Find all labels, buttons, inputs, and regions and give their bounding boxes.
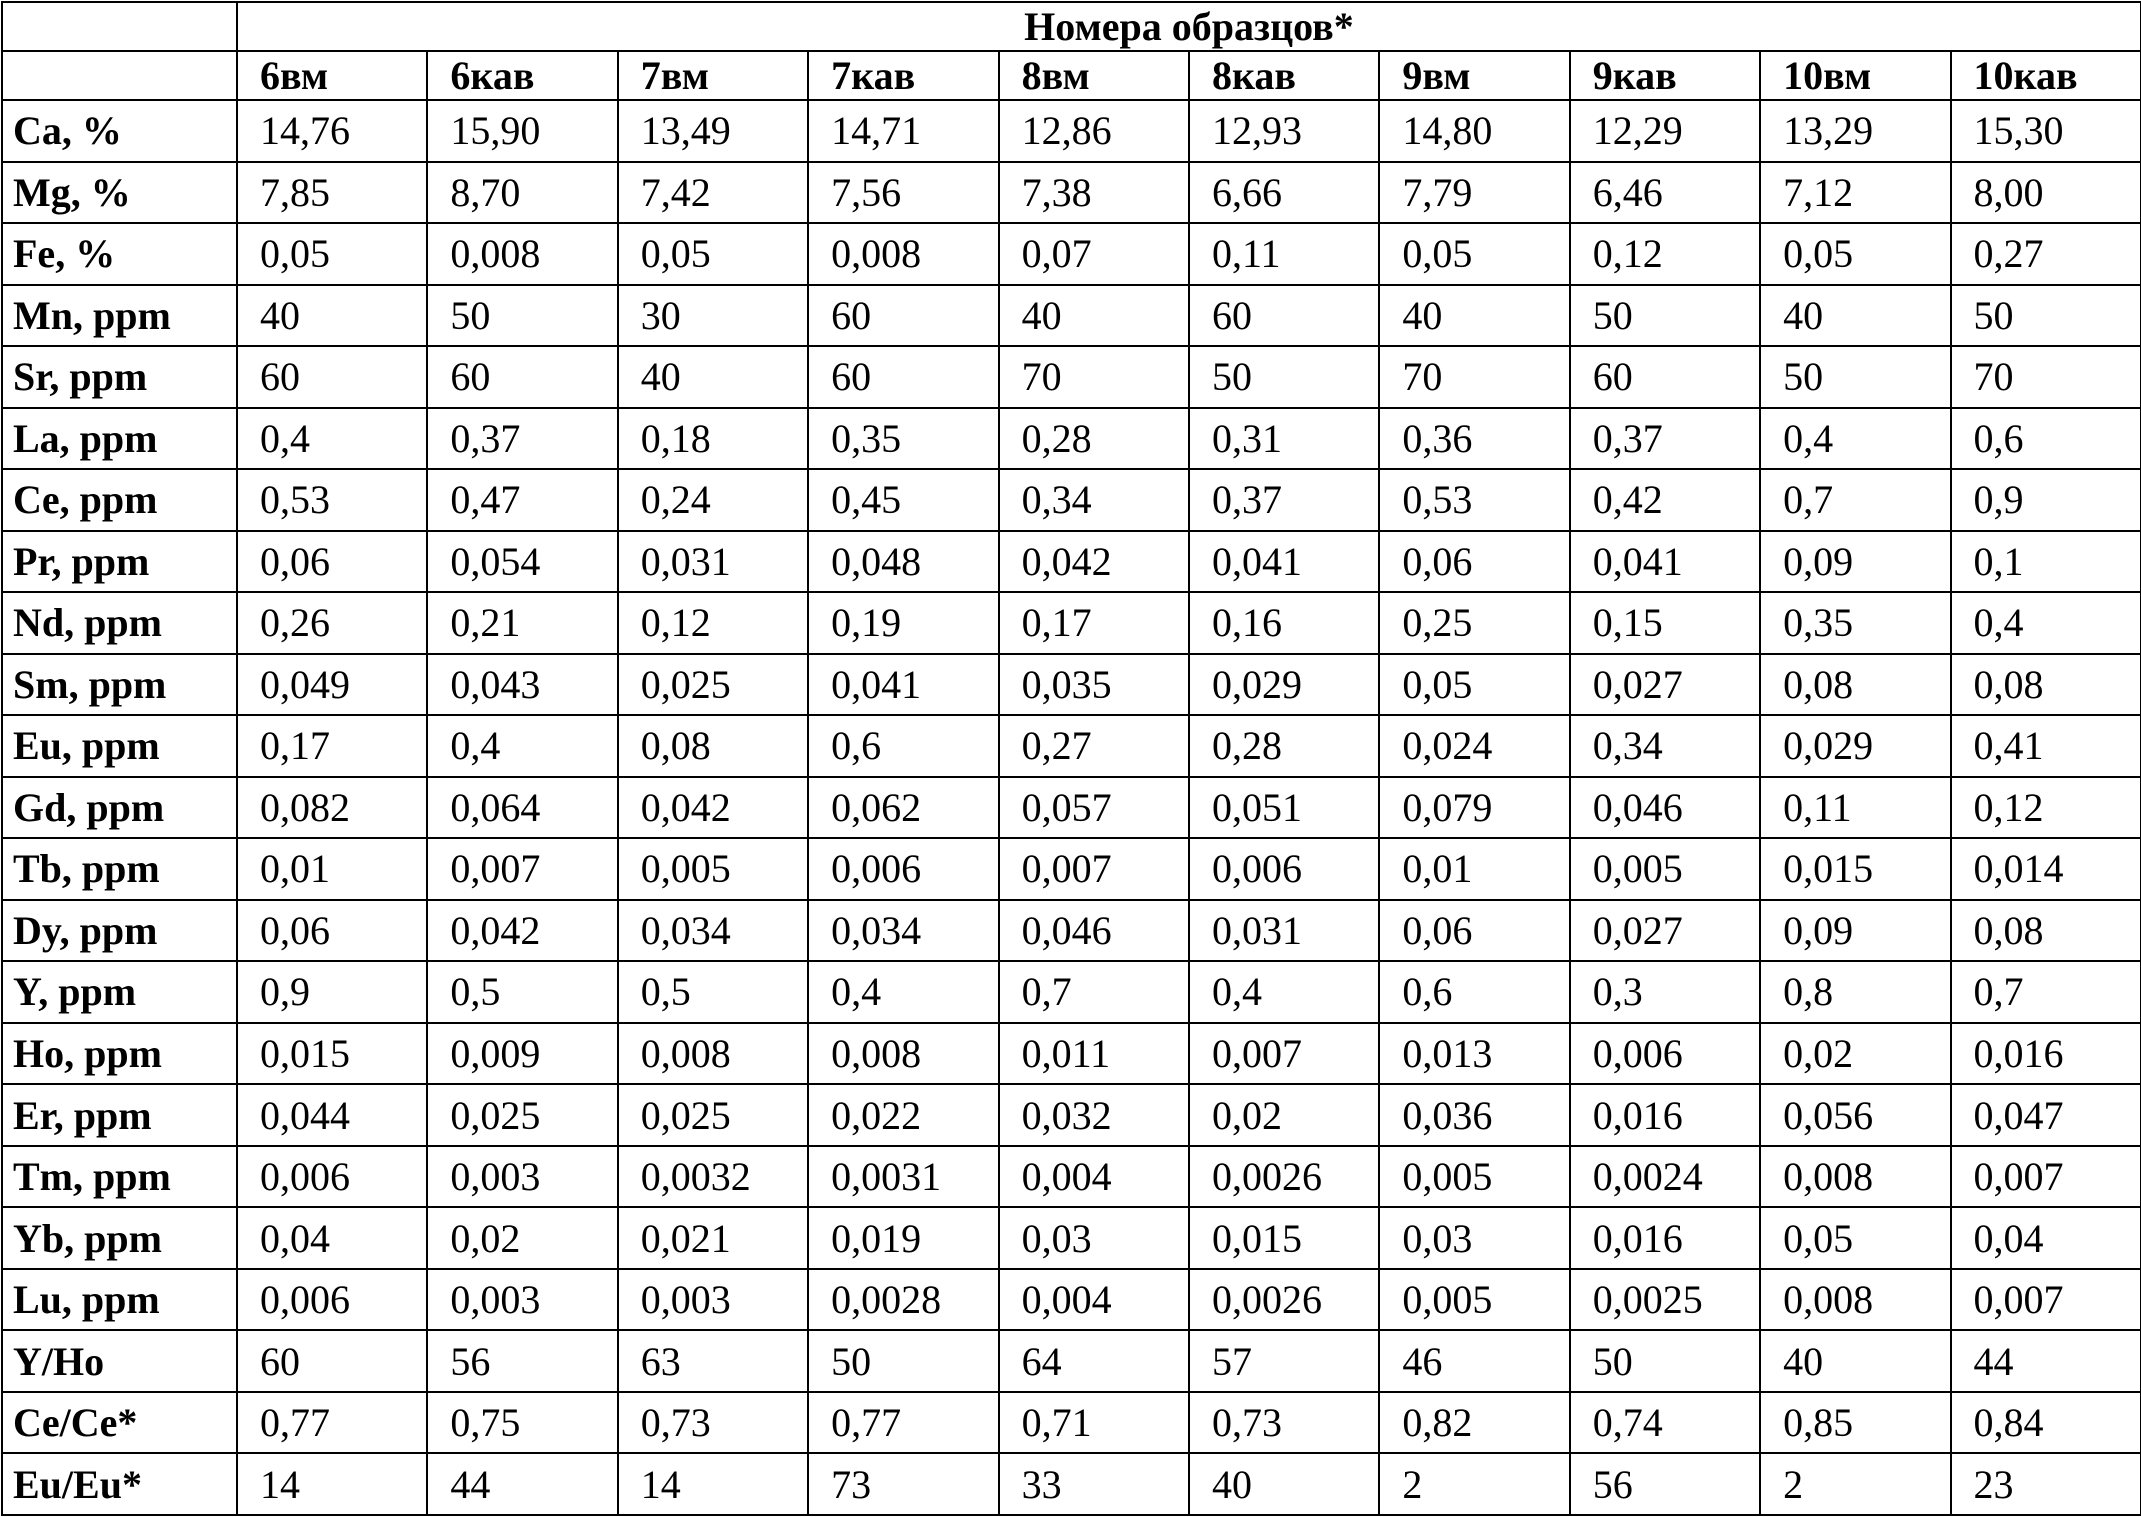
- table-cell: 56: [1570, 1453, 1760, 1515]
- table-cell: 0,025: [618, 654, 808, 716]
- table-cell: 40: [618, 346, 808, 408]
- table-cell: 70: [1379, 346, 1569, 408]
- table-cell: 15,30: [1951, 100, 2141, 162]
- table-cell: 60: [808, 346, 998, 408]
- table-cell: 0,0028: [808, 1269, 998, 1331]
- table-cell: 0,034: [808, 900, 998, 962]
- table-row: [2, 654, 2141, 716]
- table-cell: 0,09: [1760, 900, 1950, 962]
- table-cell: 64: [999, 1330, 1189, 1392]
- group-header-row: [2, 2, 2141, 51]
- table-cell: 14,76: [237, 100, 427, 162]
- table-cell: 0,42: [1570, 469, 1760, 531]
- table-cell: 0,006: [237, 1146, 427, 1208]
- table-cell: 0,85: [1760, 1392, 1950, 1454]
- table-cell: 0,062: [808, 777, 998, 839]
- table-cell: 0,07: [999, 223, 1189, 285]
- table-cell: 12,93: [1189, 100, 1379, 162]
- table-cell: 60: [1570, 346, 1760, 408]
- table-cell: 0,008: [1760, 1146, 1950, 1208]
- table-cell: 0,19: [808, 592, 998, 654]
- table-row: [2, 408, 2141, 470]
- table-cell: 0,041: [808, 654, 998, 716]
- table-cell: 0,4: [1760, 408, 1950, 470]
- table-cell: 0,27: [999, 715, 1189, 777]
- row-label: Sm, ppm: [2, 654, 237, 716]
- table-cell: 57: [1189, 1330, 1379, 1392]
- table-cell: 0,0026: [1189, 1269, 1379, 1331]
- table-cell: 0,37: [1570, 408, 1760, 470]
- table-cell: 0,34: [1570, 715, 1760, 777]
- row-label: Mg, %: [2, 162, 237, 224]
- table-cell: 0,015: [1189, 1207, 1379, 1269]
- table-cell: 0,9: [1951, 469, 2141, 531]
- table-cell: 0,06: [1379, 531, 1569, 593]
- table-cell: 0,75: [427, 1392, 617, 1454]
- table-cell: 0,041: [1570, 531, 1760, 593]
- table-cell: 0,04: [1951, 1207, 2141, 1269]
- table-row: [2, 469, 2141, 531]
- table-cell: 0,006: [1189, 838, 1379, 900]
- table-cell: 0,007: [1189, 1023, 1379, 1085]
- table-cell: 0,7: [1760, 469, 1950, 531]
- table-cell: 0,74: [1570, 1392, 1760, 1454]
- row-label: Yb, ppm: [2, 1207, 237, 1269]
- table-cell: 0,06: [237, 531, 427, 593]
- table-cell: 0,11: [1189, 223, 1379, 285]
- table-cell: 0,003: [427, 1269, 617, 1331]
- table-cell: 40: [1760, 1330, 1950, 1392]
- table-cell: 0,042: [427, 900, 617, 962]
- table-cell: 0,77: [237, 1392, 427, 1454]
- column-header: 7кав: [808, 51, 998, 100]
- row-label: Ce/Ce*: [2, 1392, 237, 1454]
- table-cell: 0,047: [1951, 1084, 2141, 1146]
- table-cell: 0,26: [237, 592, 427, 654]
- table-cell: 0,013: [1379, 1023, 1569, 1085]
- table-cell: 60: [808, 285, 998, 347]
- row-label: Sr, ppm: [2, 346, 237, 408]
- table-row: [2, 1269, 2141, 1331]
- table-cell: 50: [427, 285, 617, 347]
- table-cell: 0,046: [999, 900, 1189, 962]
- table-cell: 0,032: [999, 1084, 1189, 1146]
- table-cell: 0,7: [999, 961, 1189, 1023]
- table-cell: 0,4: [1189, 961, 1379, 1023]
- table-cell: 8,00: [1951, 162, 2141, 224]
- table-cell: 0,042: [999, 531, 1189, 593]
- row-label: Ho, ppm: [2, 1023, 237, 1085]
- table-cell: 0,008: [618, 1023, 808, 1085]
- table-cell: 44: [427, 1453, 617, 1515]
- table-cell: 0,019: [808, 1207, 998, 1269]
- row-label: Y, ppm: [2, 961, 237, 1023]
- row-label: Mn, ppm: [2, 285, 237, 347]
- table-row: [2, 1392, 2141, 1454]
- table-cell: 60: [237, 1330, 427, 1392]
- table-cell: 0,34: [999, 469, 1189, 531]
- table-cell: 13,29: [1760, 100, 1950, 162]
- table-cell: 0,03: [1379, 1207, 1569, 1269]
- table-row: [2, 531, 2141, 593]
- table-cell: 0,05: [1379, 223, 1569, 285]
- table-cell: 56: [427, 1330, 617, 1392]
- table-cell: 0,064: [427, 777, 617, 839]
- table-cell: 0,0025: [1570, 1269, 1760, 1331]
- table-cell: 0,08: [1760, 654, 1950, 716]
- table-cell: 0,6: [1379, 961, 1569, 1023]
- table-cell: 50: [1951, 285, 2141, 347]
- table-row: [2, 1207, 2141, 1269]
- row-label: Lu, ppm: [2, 1269, 237, 1331]
- table-cell: 0,008: [808, 223, 998, 285]
- table-cell: 40: [237, 285, 427, 347]
- column-header-row: [2, 51, 2141, 100]
- table-cell: 0,04: [237, 1207, 427, 1269]
- table-cell: 0,73: [618, 1392, 808, 1454]
- table-cell: 0,84: [1951, 1392, 2141, 1454]
- table-cell: 46: [1379, 1330, 1569, 1392]
- table-cell: 50: [808, 1330, 998, 1392]
- column-header: 9кав: [1570, 51, 1760, 100]
- table-cell: 0,009: [427, 1023, 617, 1085]
- table-cell: 0,048: [808, 531, 998, 593]
- table-cell: 2: [1760, 1453, 1950, 1515]
- column-header: 10кав: [1951, 51, 2141, 100]
- table-cell: 0,082: [237, 777, 427, 839]
- table-cell: 6,46: [1570, 162, 1760, 224]
- table-cell: 0,041: [1189, 531, 1379, 593]
- table-cell: 60: [237, 346, 427, 408]
- table-cell: 0,004: [999, 1269, 1189, 1331]
- table-cell: 40: [999, 285, 1189, 347]
- table-row: [2, 1330, 2141, 1392]
- table-cell: 70: [1951, 346, 2141, 408]
- table-cell: 7,85: [237, 162, 427, 224]
- table-cell: 0,71: [999, 1392, 1189, 1454]
- table-cell: 33: [999, 1453, 1189, 1515]
- table-row: [2, 285, 2141, 347]
- table-row: [2, 1146, 2141, 1208]
- table-cell: 0,025: [427, 1084, 617, 1146]
- table-row: [2, 162, 2141, 224]
- table-cell: 0,08: [1951, 900, 2141, 962]
- table-cell: 6,66: [1189, 162, 1379, 224]
- table-cell: 0,35: [1760, 592, 1950, 654]
- table-cell: 0,016: [1570, 1207, 1760, 1269]
- corner-cell: [2, 2, 237, 51]
- table-cell: 23: [1951, 1453, 2141, 1515]
- table-cell: 0,044: [237, 1084, 427, 1146]
- table-cell: 0,17: [237, 715, 427, 777]
- table-cell: 0,05: [237, 223, 427, 285]
- column-header: 6вм: [237, 51, 427, 100]
- row-label: Dy, ppm: [2, 900, 237, 962]
- table-cell: 0,011: [999, 1023, 1189, 1085]
- table-cell: 0,7: [1951, 961, 2141, 1023]
- table-cell: 0,53: [1379, 469, 1569, 531]
- table-cell: 0,02: [1760, 1023, 1950, 1085]
- table-cell: 0,37: [1189, 469, 1379, 531]
- table-cell: 0,3: [1570, 961, 1760, 1023]
- table-row: [2, 838, 2141, 900]
- table-cell: 73: [808, 1453, 998, 1515]
- table-row: [2, 777, 2141, 839]
- row-label: Ca, %: [2, 100, 237, 162]
- corner-cell: [2, 51, 237, 100]
- table-cell: 0,0032: [618, 1146, 808, 1208]
- table-cell: 0,36: [1379, 408, 1569, 470]
- table-cell: 0,042: [618, 777, 808, 839]
- table-cell: 0,015: [1760, 838, 1950, 900]
- table-cell: 0,049: [237, 654, 427, 716]
- table-cell: 0,4: [808, 961, 998, 1023]
- table-cell: 40: [1760, 285, 1950, 347]
- table-cell: 0,37: [427, 408, 617, 470]
- table-cell: 0,9: [237, 961, 427, 1023]
- samples-table: [1, 1, 2141, 1516]
- table-cell: 0,05: [618, 223, 808, 285]
- table-cell: 0,12: [618, 592, 808, 654]
- table-cell: 44: [1951, 1330, 2141, 1392]
- row-label: Ce, ppm: [2, 469, 237, 531]
- table-cell: 7,42: [618, 162, 808, 224]
- table-cell: 0,007: [1951, 1146, 2141, 1208]
- table-cell: 0,005: [1379, 1269, 1569, 1331]
- table-cell: 0,35: [808, 408, 998, 470]
- table-cell: 14: [237, 1453, 427, 1515]
- table-cell: 8,70: [427, 162, 617, 224]
- table-cell: 0,029: [1189, 654, 1379, 716]
- table-cell: 0,28: [999, 408, 1189, 470]
- row-label: Fe, %: [2, 223, 237, 285]
- table-cell: 40: [1379, 285, 1569, 347]
- row-label: Pr, ppm: [2, 531, 237, 593]
- table-cell: 0,15: [1570, 592, 1760, 654]
- table-cell: 13,49: [618, 100, 808, 162]
- table-row: [2, 715, 2141, 777]
- table-cell: 0,02: [1189, 1084, 1379, 1146]
- table-cell: 0,005: [618, 838, 808, 900]
- table-cell: 0,035: [999, 654, 1189, 716]
- table-row: [2, 592, 2141, 654]
- table-cell: 0,0024: [1570, 1146, 1760, 1208]
- column-header: 7вм: [618, 51, 808, 100]
- table-cell: 70: [999, 346, 1189, 408]
- table-cell: 0,003: [618, 1269, 808, 1331]
- table-cell: 0,27: [1951, 223, 2141, 285]
- table-cell: 0,12: [1570, 223, 1760, 285]
- table-cell: 0,11: [1760, 777, 1950, 839]
- table-cell: 0,08: [1951, 654, 2141, 716]
- table-row: [2, 1084, 2141, 1146]
- table-cell: 0,5: [427, 961, 617, 1023]
- row-label: Tb, ppm: [2, 838, 237, 900]
- table-cell: 0,008: [427, 223, 617, 285]
- table-cell: 0,8: [1760, 961, 1950, 1023]
- table-cell: 14: [618, 1453, 808, 1515]
- table-cell: 0,77: [808, 1392, 998, 1454]
- table-cell: 50: [1570, 285, 1760, 347]
- table-cell: 0,1: [1951, 531, 2141, 593]
- table-cell: 0,007: [999, 838, 1189, 900]
- table-cell: 0,17: [999, 592, 1189, 654]
- table-cell: 0,82: [1379, 1392, 1569, 1454]
- table-cell: 0,4: [427, 715, 617, 777]
- table-cell: 0,05: [1760, 1207, 1950, 1269]
- table-cell: 0,051: [1189, 777, 1379, 839]
- table-cell: 0,031: [618, 531, 808, 593]
- table-cell: 15,90: [427, 100, 617, 162]
- table-cell: 63: [618, 1330, 808, 1392]
- table-cell: 0,02: [427, 1207, 617, 1269]
- table-cell: 0,024: [1379, 715, 1569, 777]
- row-label: La, ppm: [2, 408, 237, 470]
- table-cell: 7,38: [999, 162, 1189, 224]
- table-cell: 0,006: [237, 1269, 427, 1331]
- table-cell: 14,80: [1379, 100, 1569, 162]
- table-cell: 0,007: [427, 838, 617, 900]
- table-cell: 0,005: [1379, 1146, 1569, 1208]
- table-row: [2, 1023, 2141, 1085]
- row-label: Eu, ppm: [2, 715, 237, 777]
- table-cell: 0,73: [1189, 1392, 1379, 1454]
- row-label: Nd, ppm: [2, 592, 237, 654]
- table-cell: 7,12: [1760, 162, 1950, 224]
- table-cell: 14,71: [808, 100, 998, 162]
- table-cell: 40: [1189, 1453, 1379, 1515]
- row-label: Gd, ppm: [2, 777, 237, 839]
- table-body: [2, 100, 2141, 1515]
- table-cell: 0,004: [999, 1146, 1189, 1208]
- table-cell: 0,029: [1760, 715, 1950, 777]
- table-cell: 0,043: [427, 654, 617, 716]
- column-header: 10вм: [1760, 51, 1950, 100]
- row-label: Eu/Eu*: [2, 1453, 237, 1515]
- table-cell: 0,056: [1760, 1084, 1950, 1146]
- column-header: 9вм: [1379, 51, 1569, 100]
- column-header: 6кав: [427, 51, 617, 100]
- table-row: [2, 100, 2141, 162]
- table-cell: 0,6: [808, 715, 998, 777]
- table-cell: 60: [427, 346, 617, 408]
- table-cell: 0,022: [808, 1084, 998, 1146]
- table-cell: 0,0026: [1189, 1146, 1379, 1208]
- table-cell: 0,08: [618, 715, 808, 777]
- table-cell: 50: [1570, 1330, 1760, 1392]
- table-row: [2, 1453, 2141, 1515]
- table-cell: 0,01: [237, 838, 427, 900]
- row-label: Tm, ppm: [2, 1146, 237, 1208]
- table-cell: 0,027: [1570, 900, 1760, 962]
- table-cell: 12,29: [1570, 100, 1760, 162]
- table-cell: 0,05: [1760, 223, 1950, 285]
- table-cell: 0,007: [1951, 1269, 2141, 1331]
- column-header: 8вм: [999, 51, 1189, 100]
- table-cell: 0,25: [1379, 592, 1569, 654]
- table-cell: 0,03: [999, 1207, 1189, 1269]
- table-cell: 0,16: [1189, 592, 1379, 654]
- table-cell: 0,079: [1379, 777, 1569, 839]
- table-cell: 0,4: [237, 408, 427, 470]
- table-cell: 0,016: [1570, 1084, 1760, 1146]
- table-cell: 0,09: [1760, 531, 1950, 593]
- table-cell: 0,034: [618, 900, 808, 962]
- table-row: [2, 900, 2141, 962]
- table-cell: 0,06: [237, 900, 427, 962]
- table-cell: 0,036: [1379, 1084, 1569, 1146]
- table-cell: 0,4: [1951, 592, 2141, 654]
- table-cell: 0,008: [1760, 1269, 1950, 1331]
- table-cell: 0,046: [1570, 777, 1760, 839]
- table-cell: 0,016: [1951, 1023, 2141, 1085]
- column-header: 8кав: [1189, 51, 1379, 100]
- table-row: [2, 961, 2141, 1023]
- table-cell: 0,014: [1951, 838, 2141, 900]
- table-row: [2, 223, 2141, 285]
- table-cell: 60: [1189, 285, 1379, 347]
- table-cell: 0,0031: [808, 1146, 998, 1208]
- table-cell: 0,21: [427, 592, 617, 654]
- table-cell: 0,18: [618, 408, 808, 470]
- table-cell: 50: [1189, 346, 1379, 408]
- table-cell: 12,86: [999, 100, 1189, 162]
- row-label: Er, ppm: [2, 1084, 237, 1146]
- table-cell: 0,006: [808, 838, 998, 900]
- table-cell: 50: [1760, 346, 1950, 408]
- table-cell: 0,47: [427, 469, 617, 531]
- table-cell: 0,05: [1379, 654, 1569, 716]
- table-cell: 0,53: [237, 469, 427, 531]
- table-cell: 0,28: [1189, 715, 1379, 777]
- table-cell: 0,5: [618, 961, 808, 1023]
- table-cell: 0,015: [237, 1023, 427, 1085]
- table-cell: 0,6: [1951, 408, 2141, 470]
- table-cell: 0,005: [1570, 838, 1760, 900]
- table-cell: 7,56: [808, 162, 998, 224]
- table-cell: 0,006: [1570, 1023, 1760, 1085]
- table-cell: 7,79: [1379, 162, 1569, 224]
- table-cell: 0,027: [1570, 654, 1760, 716]
- table-cell: 0,021: [618, 1207, 808, 1269]
- table-cell: 0,41: [1951, 715, 2141, 777]
- table-cell: 0,031: [1189, 900, 1379, 962]
- table-cell: 0,06: [1379, 900, 1569, 962]
- table-cell: 0,008: [808, 1023, 998, 1085]
- table-cell: 0,003: [427, 1146, 617, 1208]
- table-cell: 30: [618, 285, 808, 347]
- table-row: [2, 346, 2141, 408]
- table-cell: 0,057: [999, 777, 1189, 839]
- table-cell: 0,01: [1379, 838, 1569, 900]
- table-cell: 2: [1379, 1453, 1569, 1515]
- table-cell: 0,12: [1951, 777, 2141, 839]
- table-cell: 0,45: [808, 469, 998, 531]
- table-cell: 0,025: [618, 1084, 808, 1146]
- group-header: Номера образцов*: [237, 2, 2141, 51]
- table-cell: 0,24: [618, 469, 808, 531]
- table-cell: 0,31: [1189, 408, 1379, 470]
- row-label: Y/Ho: [2, 1330, 237, 1392]
- table-cell: 0,054: [427, 531, 617, 593]
